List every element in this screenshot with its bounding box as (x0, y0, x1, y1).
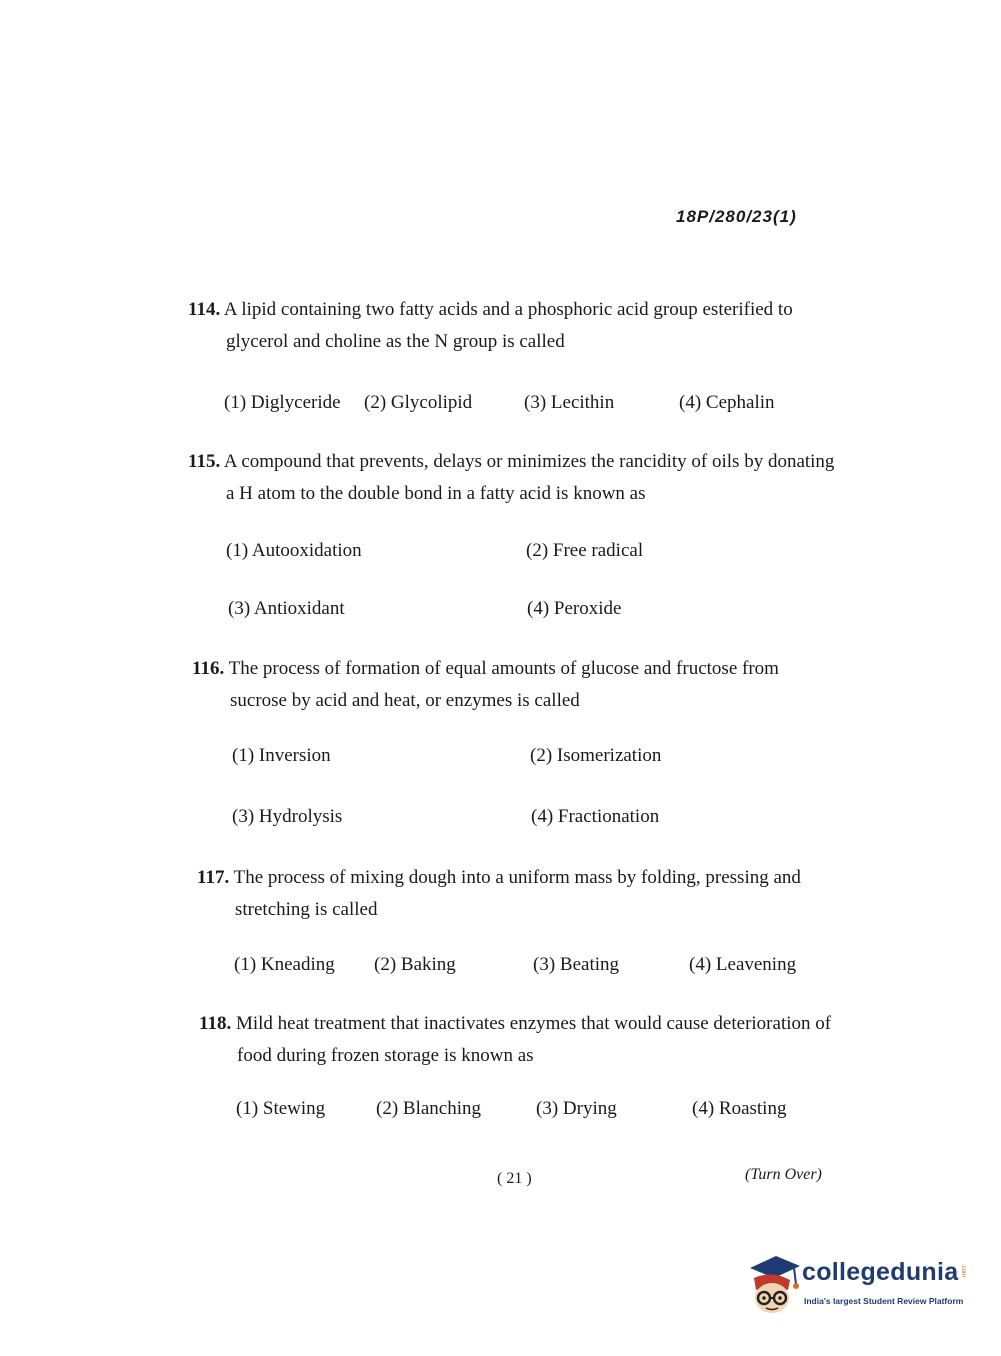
question-number: 114. (188, 299, 221, 320)
question-text: The process of mixing dough into a uniform mass by folding, pressing and (233, 867, 801, 888)
question-text-continued: sucrose by acid and heat, or enzymes is called (230, 690, 580, 711)
option-4: (4) Leavening (689, 954, 797, 975)
question-text: The process of formation of equal amounts of glucose and fructose from (228, 658, 779, 679)
question-number: 118. (199, 1013, 232, 1034)
options-115-row2 (228, 598, 828, 622)
brand-domain: .com (960, 1264, 966, 1278)
options-117 (234, 954, 834, 978)
page-number: ( 21 ) (497, 1170, 532, 1187)
question-text: Mild heat treatment that inactivates enzymes that would cause deterioration of (235, 1013, 832, 1034)
question-text: A compound that prevents, delays or minimizes the rancidity of oils by donating (223, 451, 835, 472)
question-text-continued: glycerol and choline as the N group is called (226, 331, 565, 352)
question-text-continued: a H atom to the double bond in a fatty acid is known as (226, 483, 646, 504)
option-1: (1) Diglyceride (224, 392, 341, 413)
question-115 (188, 446, 834, 510)
option-4: (4) Cephalin (679, 392, 775, 413)
option-2: (2) Free radical (526, 540, 644, 561)
turn-over-note: (Turn Over) (745, 1166, 822, 1183)
options-116-row1 (232, 745, 832, 769)
question-number: 116. (192, 658, 225, 679)
option-3: (3) Lecithin (524, 392, 615, 413)
options-115-row1 (226, 540, 826, 564)
paper-code: 18P/280/23(1) (676, 207, 797, 226)
option-4: (4) Fractionation (531, 806, 660, 827)
option-2: (2) Glycolipid (364, 392, 473, 413)
option-3: (3) Hydrolysis (232, 806, 343, 827)
question-number: 115. (188, 451, 221, 472)
collegedunia-logo (742, 1250, 972, 1320)
option-1: (1) Autooxidation (226, 540, 362, 561)
question-118 (199, 1008, 831, 1072)
question-117 (197, 862, 801, 926)
option-4: (4) Roasting (692, 1098, 787, 1119)
options-116-row2 (232, 806, 832, 830)
option-1: (1) Inversion (232, 745, 331, 766)
option-2: (2) Blanching (376, 1098, 482, 1119)
option-2: (2) Baking (374, 954, 456, 975)
option-3: (3) Antioxidant (228, 598, 345, 619)
question-116 (192, 653, 779, 717)
question-text: A lipid containing two fatty acids and a phosphoric acid group esterified to (223, 299, 793, 320)
brand-name: collegedunia (802, 1258, 959, 1286)
brand-tagline: India's largest Student Review Platform (804, 1296, 964, 1306)
option-2: (2) Isomerization (530, 745, 662, 766)
question-text-continued: stretching is called (235, 899, 378, 920)
option-3: (3) Beating (533, 954, 620, 975)
question-number: 117. (197, 867, 230, 888)
question-text-continued: food during frozen storage is known as (237, 1045, 534, 1066)
options-114 (224, 392, 824, 416)
option-1: (1) Kneading (234, 954, 335, 975)
option-1: (1) Stewing (236, 1098, 326, 1119)
option-3: (3) Drying (536, 1098, 617, 1119)
question-114 (188, 294, 793, 358)
option-4: (4) Peroxide (527, 598, 622, 619)
options-118 (236, 1098, 836, 1122)
mascot-icon (742, 1250, 802, 1320)
